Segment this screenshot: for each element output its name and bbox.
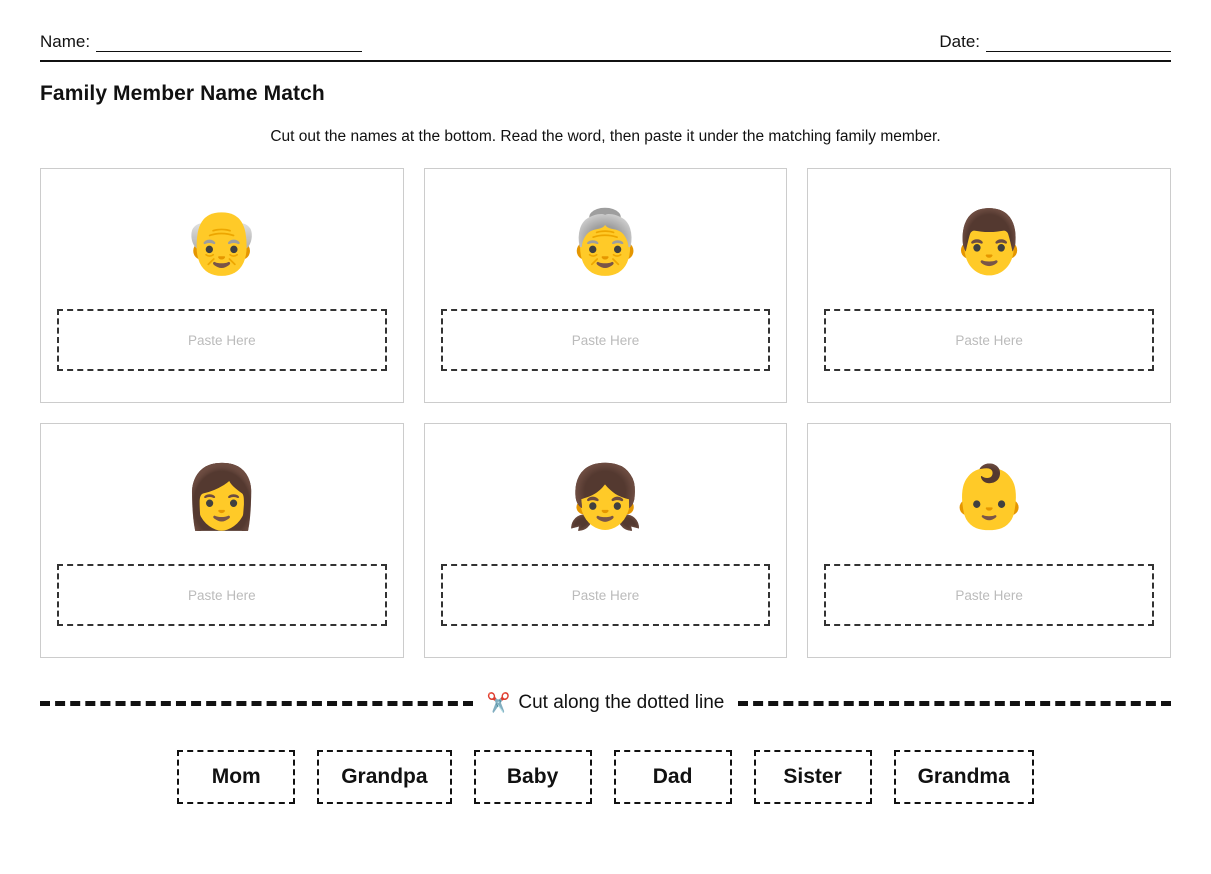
word-card[interactable]: Mom [177,750,295,804]
paste-here-label: Paste Here [955,587,1023,603]
family-card [424,168,788,403]
old-man-face-icon: 👴 [183,208,261,277]
family-card [40,168,404,403]
name-write-line[interactable] [96,34,362,52]
old-woman-face-icon: 👵 [566,208,645,277]
family-card [807,423,1171,658]
paste-box[interactable] [57,564,387,626]
word-card[interactable]: Grandpa [317,750,451,804]
paste-box[interactable] [57,309,387,371]
name-field[interactable] [40,32,362,52]
family-card [807,168,1171,403]
cut-dash-left [40,701,473,706]
cut-line [40,692,1171,714]
worksheet-header [40,0,1171,62]
paste-box[interactable] [441,309,771,371]
word-card-row [40,750,1171,804]
woman-face-icon: 👩 [183,463,261,532]
cut-line-label: Cut along the dotted line [518,692,725,713]
word-card[interactable]: Dad [614,750,732,804]
paste-box[interactable] [441,564,771,626]
word-card[interactable]: Grandma [894,750,1034,804]
page-title: Family Member Name Match [40,82,325,105]
paste-here-label: Paste Here [188,587,256,603]
name-label: Name: [40,32,91,51]
paste-here-label: Paste Here [571,587,640,603]
man-face-icon: 👨 [950,208,1028,277]
family-card [40,423,404,658]
cut-line-center [487,692,725,714]
paste-here-label: Paste Here [955,332,1023,348]
paste-here-label: Paste Here [188,332,256,348]
scissors-icon: ✂️ [486,692,511,714]
paste-box[interactable] [824,309,1154,371]
date-label: Date: [939,32,980,51]
word-card[interactable]: Sister [754,750,872,804]
date-write-line[interactable] [986,34,1171,52]
baby-face-icon: 👶 [950,463,1028,532]
instructions-text: Cut out the names at the bottom. Read the word, then paste it under the matching family member. [270,128,941,145]
cut-dash-right [738,701,1171,706]
family-card [424,423,788,658]
word-card[interactable]: Baby [474,750,592,804]
family-card-grid [40,168,1171,658]
paste-box[interactable] [824,564,1154,626]
girl-face-icon: 👧 [566,463,645,532]
paste-here-label: Paste Here [571,332,640,348]
date-field[interactable] [939,32,1171,52]
